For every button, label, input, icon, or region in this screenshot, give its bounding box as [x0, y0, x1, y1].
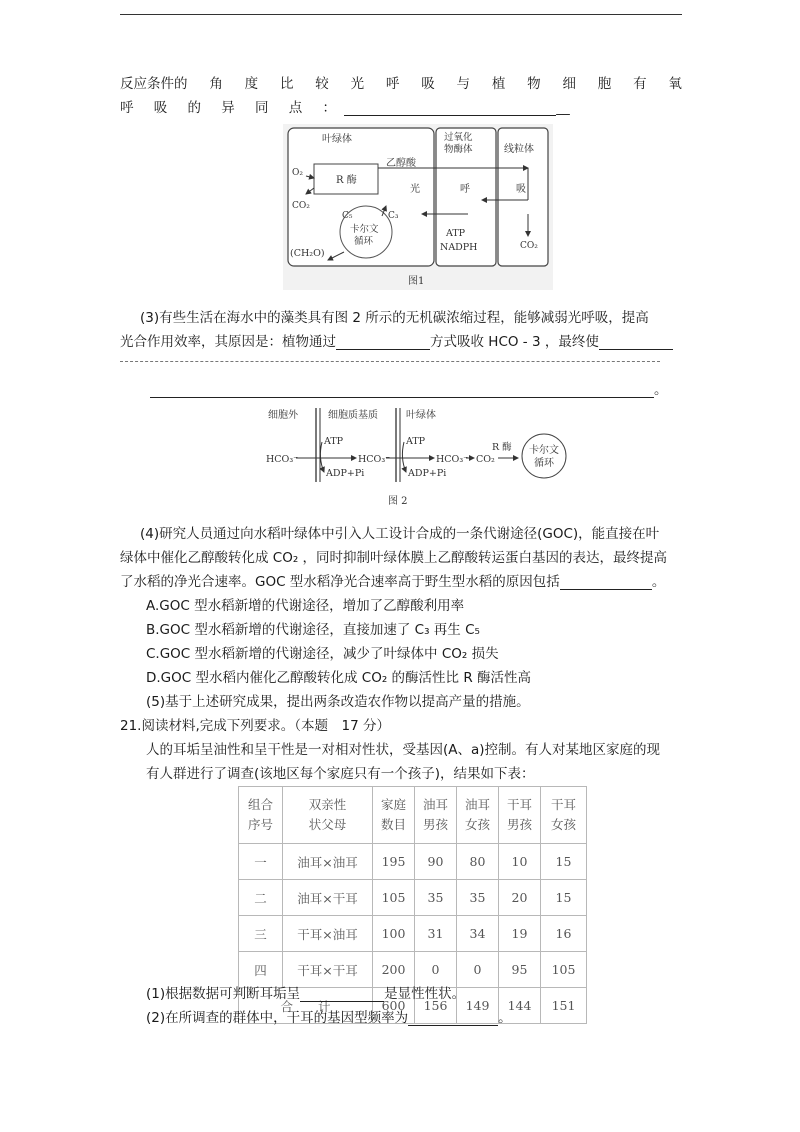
header-cell	[499, 787, 541, 844]
label-glycolate: 乙醇酸	[386, 158, 416, 169]
period: 。	[498, 1010, 512, 1026]
header-line: 油耳	[464, 797, 490, 812]
figure-2-caption: 图 2	[388, 496, 408, 507]
table-cell: 四	[239, 952, 283, 988]
label-guang: 光	[410, 184, 420, 195]
table-cell: 34	[457, 916, 499, 952]
label-atp: ATP	[446, 228, 466, 239]
intro-word: 同	[255, 100, 269, 116]
header-line: 双亲性	[308, 797, 347, 812]
table-cell: 0	[457, 952, 499, 988]
label-xi: 吸	[516, 184, 526, 195]
intro-word: 吸	[153, 100, 168, 116]
answer-blank-result-cont[interactable]	[150, 383, 654, 398]
intro-word: 呼	[385, 76, 400, 92]
header-cell	[283, 787, 373, 844]
intro-word: 反应条件的	[120, 76, 188, 92]
period: 。	[651, 574, 666, 590]
table-cell: 195	[373, 844, 415, 880]
answer-blank-absorb-method[interactable]	[336, 335, 430, 350]
intro-word: 细	[562, 76, 576, 92]
header-line: 组合	[247, 797, 273, 812]
answer-blank-dominant-trait[interactable]	[300, 987, 384, 1002]
q21-heading: 21.阅读材料,完成下列要求。（本题 17 分）	[120, 718, 390, 734]
photorespiration-diagram	[282, 124, 554, 290]
intro-line-2	[120, 96, 570, 116]
label-calvin-2: 循环	[354, 236, 374, 247]
header-line: 状父母	[308, 817, 347, 832]
header-line: 数目	[380, 817, 406, 832]
table-cell: 0	[415, 952, 457, 988]
label-peroxisome-2: 物酶体	[444, 144, 473, 155]
label-c3: C₃	[388, 211, 399, 221]
label-co2-left: CO₂	[292, 201, 310, 211]
intro-word: ：	[322, 100, 336, 116]
table-header-row	[239, 787, 587, 844]
table-row	[239, 844, 587, 880]
intro-word: 点	[288, 100, 303, 116]
table-cell: 95	[499, 952, 541, 988]
q20-part3-text-a: 光合作用效率，其原因是：植物通过	[120, 334, 336, 350]
table-cell: 100	[373, 916, 415, 952]
table-row	[239, 880, 587, 916]
q21-part1	[146, 982, 465, 1002]
label-mitochondria: 线粒体	[504, 144, 534, 155]
q21-part2	[146, 1006, 512, 1026]
table-cell: 35	[415, 880, 457, 916]
table-cell: 15	[541, 844, 587, 880]
header-line: 油耳	[422, 797, 448, 812]
q20-part4-text: 了水稻的净光合速率。GOC 型水稻净光合速率高于野生型水稻的原因包括	[120, 574, 560, 590]
q20-part3-line3	[150, 378, 668, 398]
label-ch2o: (CH₂O)	[290, 248, 325, 259]
table-cell: 151	[541, 988, 587, 1024]
blank-tail: __	[556, 100, 570, 116]
calvin-cycle-circle	[522, 434, 566, 478]
option-c[interactable]: C.GOC 型水稻新增的代谢途径，减少了叶绿体中 CO₂ 损失	[146, 646, 499, 662]
label-co2-right: CO₂	[520, 241, 538, 251]
table-cell: 156	[415, 988, 457, 1024]
intro-word: 较	[315, 76, 329, 92]
q20-part3-line1: (3)有些生活在海水中的藻类具有图 2 所示的无机碳浓缩过程，能够减弱光呼吸，提高	[140, 310, 649, 326]
answer-blank-compare[interactable]	[344, 101, 556, 116]
table-cell: 144	[499, 988, 541, 1024]
label-peroxisome-1: 过氧化	[444, 132, 473, 143]
header-line: 男孩	[506, 817, 532, 832]
answer-blank-genotype-frequency[interactable]	[408, 1011, 498, 1026]
label-cytoplasm: 细胞质基质	[328, 410, 378, 421]
table-cell: 15	[541, 880, 587, 916]
table-cell: 80	[457, 844, 499, 880]
total-label-cell: 合 计	[239, 988, 373, 1024]
period: 。	[654, 382, 668, 398]
label-adp-2: ADP+Pi	[408, 468, 447, 479]
table-cell: 三	[239, 916, 283, 952]
label-atp-2: ATP	[406, 436, 426, 447]
table-cell: 油耳×干耳	[283, 880, 373, 916]
table-cell: 149	[457, 988, 499, 1024]
label-r-enzyme: R 酶	[336, 175, 357, 186]
table-cell: 31	[415, 916, 457, 952]
q20-part3-line2	[120, 330, 673, 350]
q21-intro-line2: 有人群进行了调查(该地区每个家庭只有一个孩子)，结果如下表：	[146, 766, 535, 782]
label-hco3-outside: HCO₃⁻	[266, 454, 299, 465]
intro-word: 物	[527, 76, 541, 92]
option-a[interactable]: A.GOC 型水稻新增的代谢途径，增加了乙醇酸利用率	[146, 598, 465, 614]
header-line: 干耳	[550, 797, 576, 812]
label-hco3-cytoplasm: HCO₃⁻	[358, 454, 391, 465]
intro-word: 的	[187, 100, 201, 116]
table-cell: 二	[239, 880, 283, 916]
label-outside: 细胞外	[268, 410, 298, 421]
table-cell: 20	[499, 880, 541, 916]
table-cell: 干耳×油耳	[283, 916, 373, 952]
label-co2: CO₂	[476, 454, 495, 465]
label-adp-1: ADP+Pi	[326, 468, 365, 479]
label-hu: 呼	[460, 184, 470, 195]
header-line: 女孩	[550, 817, 576, 832]
header-cell	[415, 787, 457, 844]
table-cell: 35	[457, 880, 499, 916]
intro-word: 呼	[120, 100, 134, 116]
table-cell: 10	[499, 844, 541, 880]
header-rule	[120, 14, 682, 15]
intro-word: 氧	[668, 76, 682, 92]
label-chloroplast: 叶绿体	[322, 134, 352, 145]
header-line: 男孩	[422, 817, 448, 832]
label-r-enzyme: R 酶	[492, 442, 512, 453]
intro-word: 角	[209, 76, 223, 92]
header-line: 家庭	[380, 797, 406, 812]
table-cell: 90	[415, 844, 457, 880]
q20-part3-text-b: 方式吸收 HCO - 3 ，最终使	[430, 334, 599, 350]
q20-part4-line2: 绿体中催化乙醇酸转化成 CO₂ ，同时抑制叶绿体膜上乙醇酸转运蛋白基因的表达，最终提高	[120, 550, 668, 566]
intro-word: 吸	[421, 76, 435, 92]
intro-word: 与	[456, 76, 470, 92]
q20-part4-line1: (4)研究人员通过向水稻叶绿体中引入人工设计合成的一条代谢途径(GOC)，能直接在叶	[140, 526, 660, 542]
header-line: 干耳	[506, 797, 532, 812]
table-cell: 一	[239, 844, 283, 880]
label-c5: C₅	[342, 211, 353, 221]
figure-2	[262, 404, 582, 518]
intro-word: 异	[221, 100, 235, 116]
label-o2: O₂	[292, 168, 303, 178]
table-cell: 16	[541, 916, 587, 952]
table-cell: 105	[373, 880, 415, 916]
table-cell: 105	[541, 952, 587, 988]
intro-word: 胞	[597, 76, 612, 92]
header-cell	[457, 787, 499, 844]
label-calvin-1: 卡尔文	[529, 445, 559, 456]
header-line: 序号	[247, 817, 273, 832]
label-calvin-2: 循环	[534, 458, 554, 469]
header-cell	[239, 787, 283, 844]
q21-intro-line1: 人的耳垢呈油性和呈干性是一对相对性状，受基因(A、a)控制。有人对某地区家庭的现	[146, 742, 661, 758]
header-cell	[373, 787, 415, 844]
option-d[interactable]: D.GOC 型水稻内催化乙醇酸转化成 CO₂ 的酶活性比 R 酶活性高	[146, 670, 531, 686]
q21-part1-text-b: 是显性性状。	[384, 986, 466, 1002]
q21-part1-text-a: (1)根据数据可判断耳垢呈	[146, 986, 301, 1002]
table-cell: 干耳×干耳	[283, 952, 373, 988]
intro-word: 光	[350, 76, 365, 92]
table-cell: 19	[499, 916, 541, 952]
table-row	[239, 916, 587, 952]
q20-part5: (5)基于上述研究成果，提出两条改造农作物以提高产量的措施。	[146, 694, 530, 710]
q20-part4-line3	[120, 570, 665, 590]
q21-part2-text: (2)在所调查的群体中，干耳的基因型频率为	[146, 1010, 409, 1026]
label-chloroplast: 叶绿体	[406, 410, 436, 421]
table-cell: 200	[373, 952, 415, 988]
label-calvin-1: 卡尔文	[350, 224, 379, 235]
table-cell: 油耳×油耳	[283, 844, 373, 880]
table-cell: 600	[373, 988, 415, 1024]
intro-word: 度	[244, 76, 259, 92]
header-line: 女孩	[464, 817, 490, 832]
header-cell	[541, 787, 587, 844]
option-b[interactable]: B.GOC 型水稻新增的代谢途径，直接加速了 C₃ 再生 C₅	[146, 622, 480, 638]
label-atp-1: ATP	[324, 436, 344, 447]
figure-1-caption: 图1	[408, 276, 425, 287]
intro-word: 有	[633, 76, 647, 92]
intro-word: 比	[279, 76, 294, 92]
intro-line-1	[120, 72, 682, 92]
answer-blank-goc-reason[interactable]	[560, 575, 652, 590]
figure-1	[282, 124, 554, 294]
label-nadph: NADPH	[440, 242, 478, 253]
carbon-concentration-diagram	[262, 404, 582, 514]
label-hco3-chloroplast: HCO₃⁻	[436, 454, 469, 465]
intro-word: 植	[491, 76, 506, 92]
answer-blank-result[interactable]	[599, 335, 673, 350]
answer-line-dashed[interactable]	[120, 361, 660, 362]
